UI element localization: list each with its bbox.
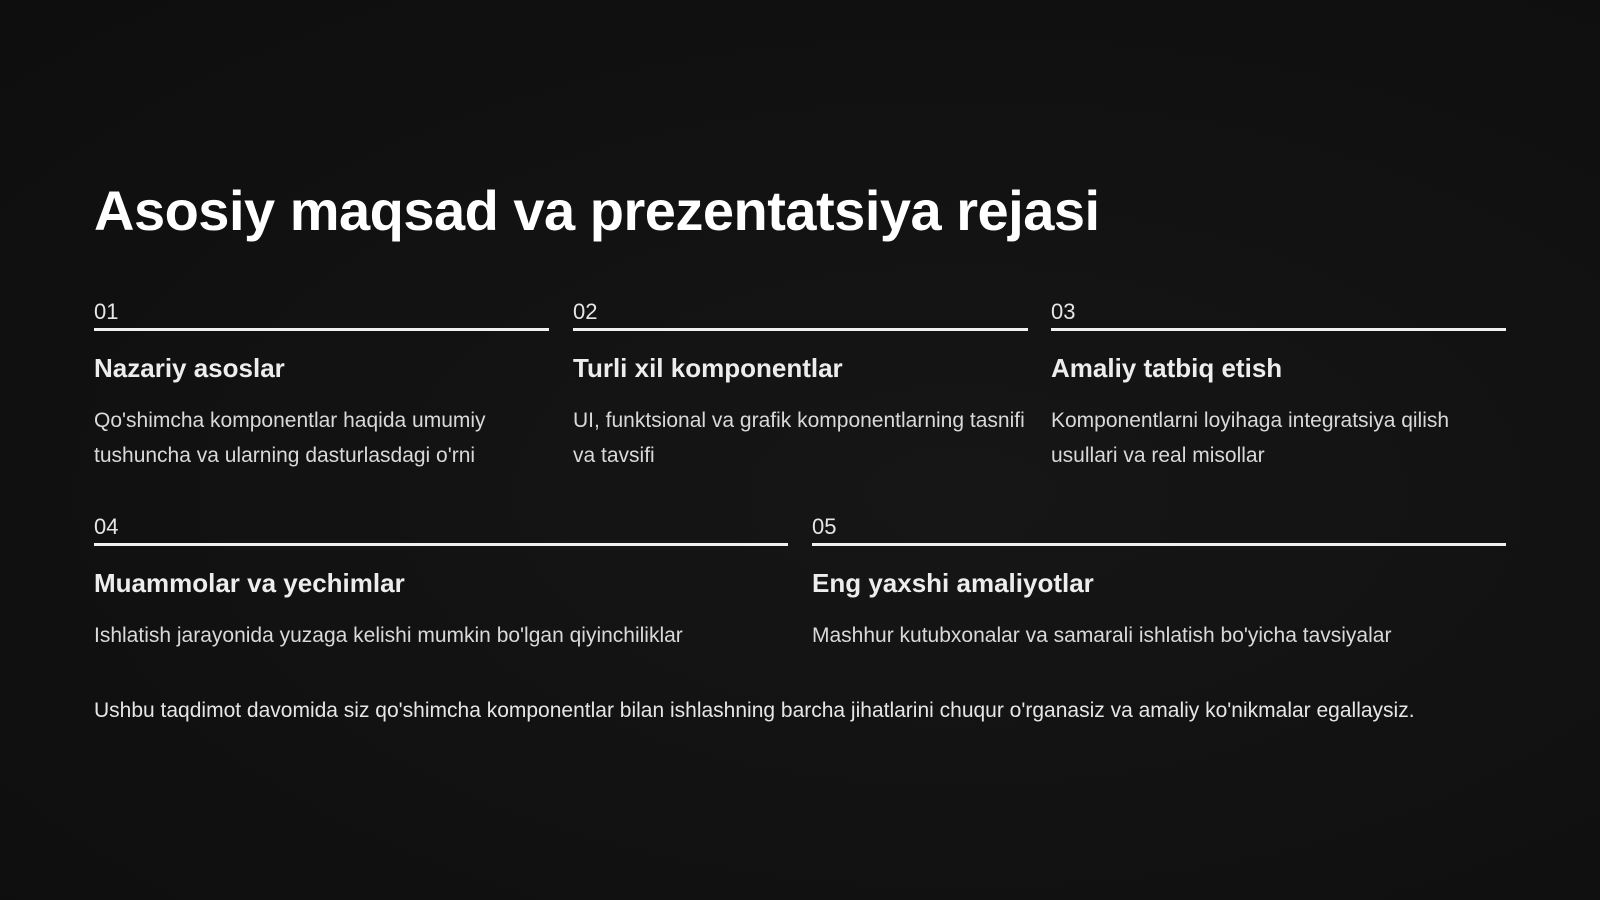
page-title: Asosiy maqsad va prezentatsiya rejasi (94, 179, 1100, 242)
summary-text: Ushbu taqdimot davomida siz qo'shimcha komponentlar bilan ishlashning barcha jihatlarini chuqur o'rganasiz va amaliy ko'nikmalar egallaysiz. (94, 699, 1415, 722)
divider (573, 328, 1028, 331)
divider (1051, 328, 1506, 331)
agenda-item-03 (1051, 298, 1506, 473)
item-title: Nazariy asoslar (94, 353, 285, 383)
divider (94, 543, 788, 546)
agenda-item-05 (812, 513, 1506, 653)
item-number: 02 (573, 299, 598, 324)
item-number: 01 (94, 299, 119, 324)
divider (94, 328, 549, 331)
item-title: Eng yaxshi amaliyotlar (812, 568, 1094, 598)
item-title: Turli xil komponentlar (573, 353, 843, 383)
item-number: 04 (94, 514, 119, 539)
item-number: 03 (1051, 299, 1076, 324)
item-description: Komponentlarni loyihaga integratsiya qilish usullari va real misollar (1051, 409, 1450, 467)
item-description: Ishlatish jarayonida yuzaga kelishi mumkin bo'lgan qiyinchiliklar (94, 624, 683, 647)
item-number: 05 (812, 514, 837, 539)
agenda-item-02 (573, 298, 1028, 473)
item-title: Muammolar va yechimlar (94, 568, 405, 598)
item-description: Qo'shimcha komponentlar haqida umumiy tushuncha va ularning dasturlasdagi o'rni (94, 409, 486, 467)
divider (812, 543, 1506, 546)
agenda-item-01 (94, 298, 549, 473)
item-description: Mashhur kutubxonalar va samarali ishlatish bo'yicha tavsiyalar (812, 624, 1392, 647)
agenda-item-04 (94, 513, 788, 653)
item-description: UI, funktsional va grafik komponentlarning tasnifi va tavsifi (573, 409, 1025, 467)
item-title: Amaliy tatbiq etish (1051, 353, 1283, 383)
